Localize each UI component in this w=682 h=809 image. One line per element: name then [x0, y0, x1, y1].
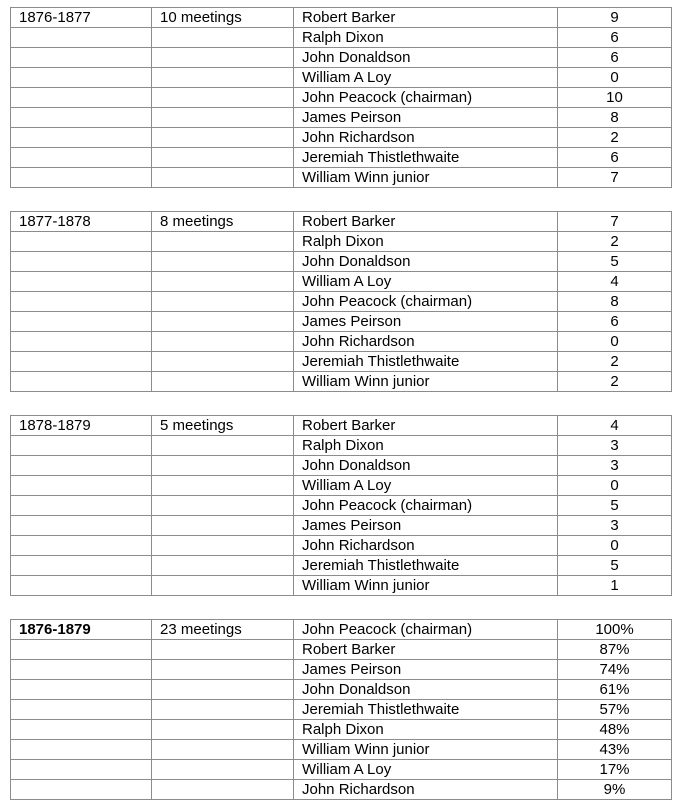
empty-cell — [11, 536, 152, 556]
empty-cell — [152, 436, 294, 456]
member-name-cell: Robert Barker — [294, 8, 558, 28]
empty-cell — [152, 88, 294, 108]
empty-cell — [152, 28, 294, 48]
member-name-cell: William Winn junior — [294, 168, 558, 188]
empty-cell — [152, 168, 294, 188]
table-row — [11, 620, 672, 640]
member-name-cell: John Donaldson — [294, 252, 558, 272]
attendance-value-cell: 7 — [558, 212, 672, 232]
table-row — [11, 516, 672, 536]
table-row — [11, 416, 672, 436]
empty-cell — [11, 760, 152, 780]
attendance-table — [10, 211, 672, 392]
attendance-value-cell: 4 — [558, 416, 672, 436]
empty-cell — [152, 536, 294, 556]
table-row — [11, 660, 672, 680]
table-row — [11, 760, 672, 780]
table-row — [11, 212, 672, 232]
empty-cell — [11, 456, 152, 476]
empty-cell — [11, 700, 152, 720]
member-name-cell: Robert Barker — [294, 640, 558, 660]
table-row — [11, 436, 672, 456]
empty-cell — [11, 312, 152, 332]
attendance-value-cell: 100% — [558, 620, 672, 640]
attendance-value-cell: 2 — [558, 372, 672, 392]
member-name-cell: John Donaldson — [294, 48, 558, 68]
empty-cell — [11, 272, 152, 292]
empty-cell — [152, 128, 294, 148]
attendance-value-cell: 0 — [558, 68, 672, 88]
attendance-value-cell: 6 — [558, 148, 672, 168]
member-name-cell: Ralph Dixon — [294, 720, 558, 740]
empty-cell — [152, 352, 294, 372]
table-row — [11, 352, 672, 372]
attendance-value-cell: 3 — [558, 516, 672, 536]
attendance-table — [10, 415, 672, 596]
attendance-value-cell: 6 — [558, 312, 672, 332]
table-row — [11, 332, 672, 352]
member-name-cell: Ralph Dixon — [294, 436, 558, 456]
empty-cell — [152, 476, 294, 496]
attendance-value-cell: 6 — [558, 28, 672, 48]
empty-cell — [152, 700, 294, 720]
attendance-table — [10, 619, 672, 800]
empty-cell — [11, 740, 152, 760]
empty-cell — [11, 720, 152, 740]
empty-cell — [11, 108, 152, 128]
table-row — [11, 576, 672, 596]
member-name-cell: William A Loy — [294, 760, 558, 780]
member-name-cell: John Peacock (chairman) — [294, 620, 558, 640]
empty-cell — [11, 148, 152, 168]
empty-cell — [152, 556, 294, 576]
table-row — [11, 128, 672, 148]
attendance-value-cell: 10 — [558, 88, 672, 108]
member-name-cell: James Peirson — [294, 312, 558, 332]
period-cell: 1878-1879 — [11, 416, 152, 436]
empty-cell — [11, 680, 152, 700]
empty-cell — [11, 168, 152, 188]
table-row — [11, 780, 672, 800]
table-row — [11, 680, 672, 700]
empty-cell — [152, 456, 294, 476]
period-cell: 1877-1878 — [11, 212, 152, 232]
table-row — [11, 8, 672, 28]
member-name-cell: James Peirson — [294, 108, 558, 128]
period-cell: 1876-1877 — [11, 8, 152, 28]
empty-cell — [11, 28, 152, 48]
table-row — [11, 252, 672, 272]
attendance-value-cell: 61% — [558, 680, 672, 700]
member-name-cell: James Peirson — [294, 516, 558, 536]
attendance-value-cell: 1 — [558, 576, 672, 596]
attendance-value-cell: 6 — [558, 48, 672, 68]
empty-cell — [11, 780, 152, 800]
member-name-cell: John Peacock (chairman) — [294, 496, 558, 516]
empty-cell — [11, 556, 152, 576]
empty-cell — [152, 760, 294, 780]
empty-cell — [152, 292, 294, 312]
member-name-cell: William Winn junior — [294, 576, 558, 596]
empty-cell — [152, 680, 294, 700]
attendance-table-2 — [10, 211, 672, 392]
empty-cell — [11, 128, 152, 148]
empty-cell — [152, 496, 294, 516]
table-row — [11, 168, 672, 188]
empty-cell — [152, 272, 294, 292]
member-name-cell: Jeremiah Thistlethwaite — [294, 148, 558, 168]
empty-cell — [11, 68, 152, 88]
member-name-cell: Robert Barker — [294, 416, 558, 436]
attendance-table-4 — [10, 619, 672, 800]
table-row — [11, 48, 672, 68]
empty-cell — [11, 88, 152, 108]
attendance-value-cell: 2 — [558, 352, 672, 372]
attendance-value-cell: 43% — [558, 740, 672, 760]
member-name-cell: John Richardson — [294, 128, 558, 148]
table-row — [11, 272, 672, 292]
table-row — [11, 720, 672, 740]
empty-cell — [11, 496, 152, 516]
empty-cell — [11, 332, 152, 352]
meetings-cell: 8 meetings — [152, 212, 294, 232]
empty-cell — [11, 516, 152, 536]
member-name-cell: Robert Barker — [294, 212, 558, 232]
empty-cell — [152, 576, 294, 596]
member-name-cell: Ralph Dixon — [294, 232, 558, 252]
table-row — [11, 68, 672, 88]
member-name-cell: James Peirson — [294, 660, 558, 680]
empty-cell — [152, 68, 294, 88]
member-name-cell: William A Loy — [294, 68, 558, 88]
table-row — [11, 312, 672, 332]
attendance-value-cell: 3 — [558, 456, 672, 476]
attendance-value-cell: 2 — [558, 128, 672, 148]
meetings-cell: 23 meetings — [152, 620, 294, 640]
member-name-cell: John Richardson — [294, 332, 558, 352]
meetings-cell: 5 meetings — [152, 416, 294, 436]
empty-cell — [152, 48, 294, 68]
table-row — [11, 148, 672, 168]
table-row — [11, 476, 672, 496]
member-name-cell: John Donaldson — [294, 680, 558, 700]
empty-cell — [152, 372, 294, 392]
meetings-cell: 10 meetings — [152, 8, 294, 28]
member-name-cell: John Peacock (chairman) — [294, 88, 558, 108]
table-row — [11, 108, 672, 128]
table-row — [11, 496, 672, 516]
table-row — [11, 740, 672, 760]
attendance-value-cell: 0 — [558, 332, 672, 352]
table-row — [11, 640, 672, 660]
attendance-value-cell: 0 — [558, 536, 672, 556]
empty-cell — [11, 48, 152, 68]
empty-cell — [152, 108, 294, 128]
attendance-value-cell: 9% — [558, 780, 672, 800]
empty-cell — [152, 148, 294, 168]
member-name-cell: John Richardson — [294, 780, 558, 800]
attendance-value-cell: 8 — [558, 292, 672, 312]
member-name-cell: Jeremiah Thistlethwaite — [294, 700, 558, 720]
empty-cell — [11, 476, 152, 496]
table-row — [11, 556, 672, 576]
empty-cell — [152, 780, 294, 800]
attendance-value-cell: 4 — [558, 272, 672, 292]
attendance-table — [10, 7, 672, 188]
empty-cell — [152, 232, 294, 252]
empty-cell — [152, 312, 294, 332]
table-row — [11, 28, 672, 48]
table-row — [11, 232, 672, 252]
period-cell: 1876-1879 — [11, 620, 152, 640]
empty-cell — [152, 252, 294, 272]
table-row — [11, 292, 672, 312]
table-row — [11, 88, 672, 108]
empty-cell — [152, 516, 294, 536]
empty-cell — [11, 436, 152, 456]
member-name-cell: John Peacock (chairman) — [294, 292, 558, 312]
empty-cell — [152, 660, 294, 680]
attendance-value-cell: 17% — [558, 760, 672, 780]
table-row — [11, 536, 672, 556]
empty-cell — [11, 292, 152, 312]
empty-cell — [11, 372, 152, 392]
empty-cell — [152, 720, 294, 740]
member-name-cell: William A Loy — [294, 476, 558, 496]
attendance-value-cell: 0 — [558, 476, 672, 496]
empty-cell — [152, 740, 294, 760]
attendance-value-cell: 9 — [558, 8, 672, 28]
empty-cell — [152, 640, 294, 660]
table-row — [11, 456, 672, 476]
attendance-value-cell: 3 — [558, 436, 672, 456]
attendance-value-cell: 5 — [558, 496, 672, 516]
attendance-value-cell: 87% — [558, 640, 672, 660]
empty-cell — [11, 576, 152, 596]
attendance-value-cell: 57% — [558, 700, 672, 720]
attendance-value-cell: 74% — [558, 660, 672, 680]
empty-cell — [11, 232, 152, 252]
member-name-cell: John Donaldson — [294, 456, 558, 476]
empty-cell — [152, 332, 294, 352]
member-name-cell: Jeremiah Thistlethwaite — [294, 556, 558, 576]
attendance-table-3 — [10, 415, 672, 596]
attendance-value-cell: 5 — [558, 252, 672, 272]
member-name-cell: Jeremiah Thistlethwaite — [294, 352, 558, 372]
empty-cell — [11, 660, 152, 680]
attendance-value-cell: 2 — [558, 232, 672, 252]
attendance-value-cell: 8 — [558, 108, 672, 128]
attendance-value-cell: 5 — [558, 556, 672, 576]
empty-cell — [11, 252, 152, 272]
empty-cell — [11, 352, 152, 372]
member-name-cell: William Winn junior — [294, 372, 558, 392]
member-name-cell: John Richardson — [294, 536, 558, 556]
table-row — [11, 700, 672, 720]
empty-cell — [11, 640, 152, 660]
member-name-cell: Ralph Dixon — [294, 28, 558, 48]
member-name-cell: William A Loy — [294, 272, 558, 292]
table-row — [11, 372, 672, 392]
attendance-value-cell: 7 — [558, 168, 672, 188]
member-name-cell: William Winn junior — [294, 740, 558, 760]
attendance-table-1 — [10, 7, 672, 188]
attendance-value-cell: 48% — [558, 720, 672, 740]
